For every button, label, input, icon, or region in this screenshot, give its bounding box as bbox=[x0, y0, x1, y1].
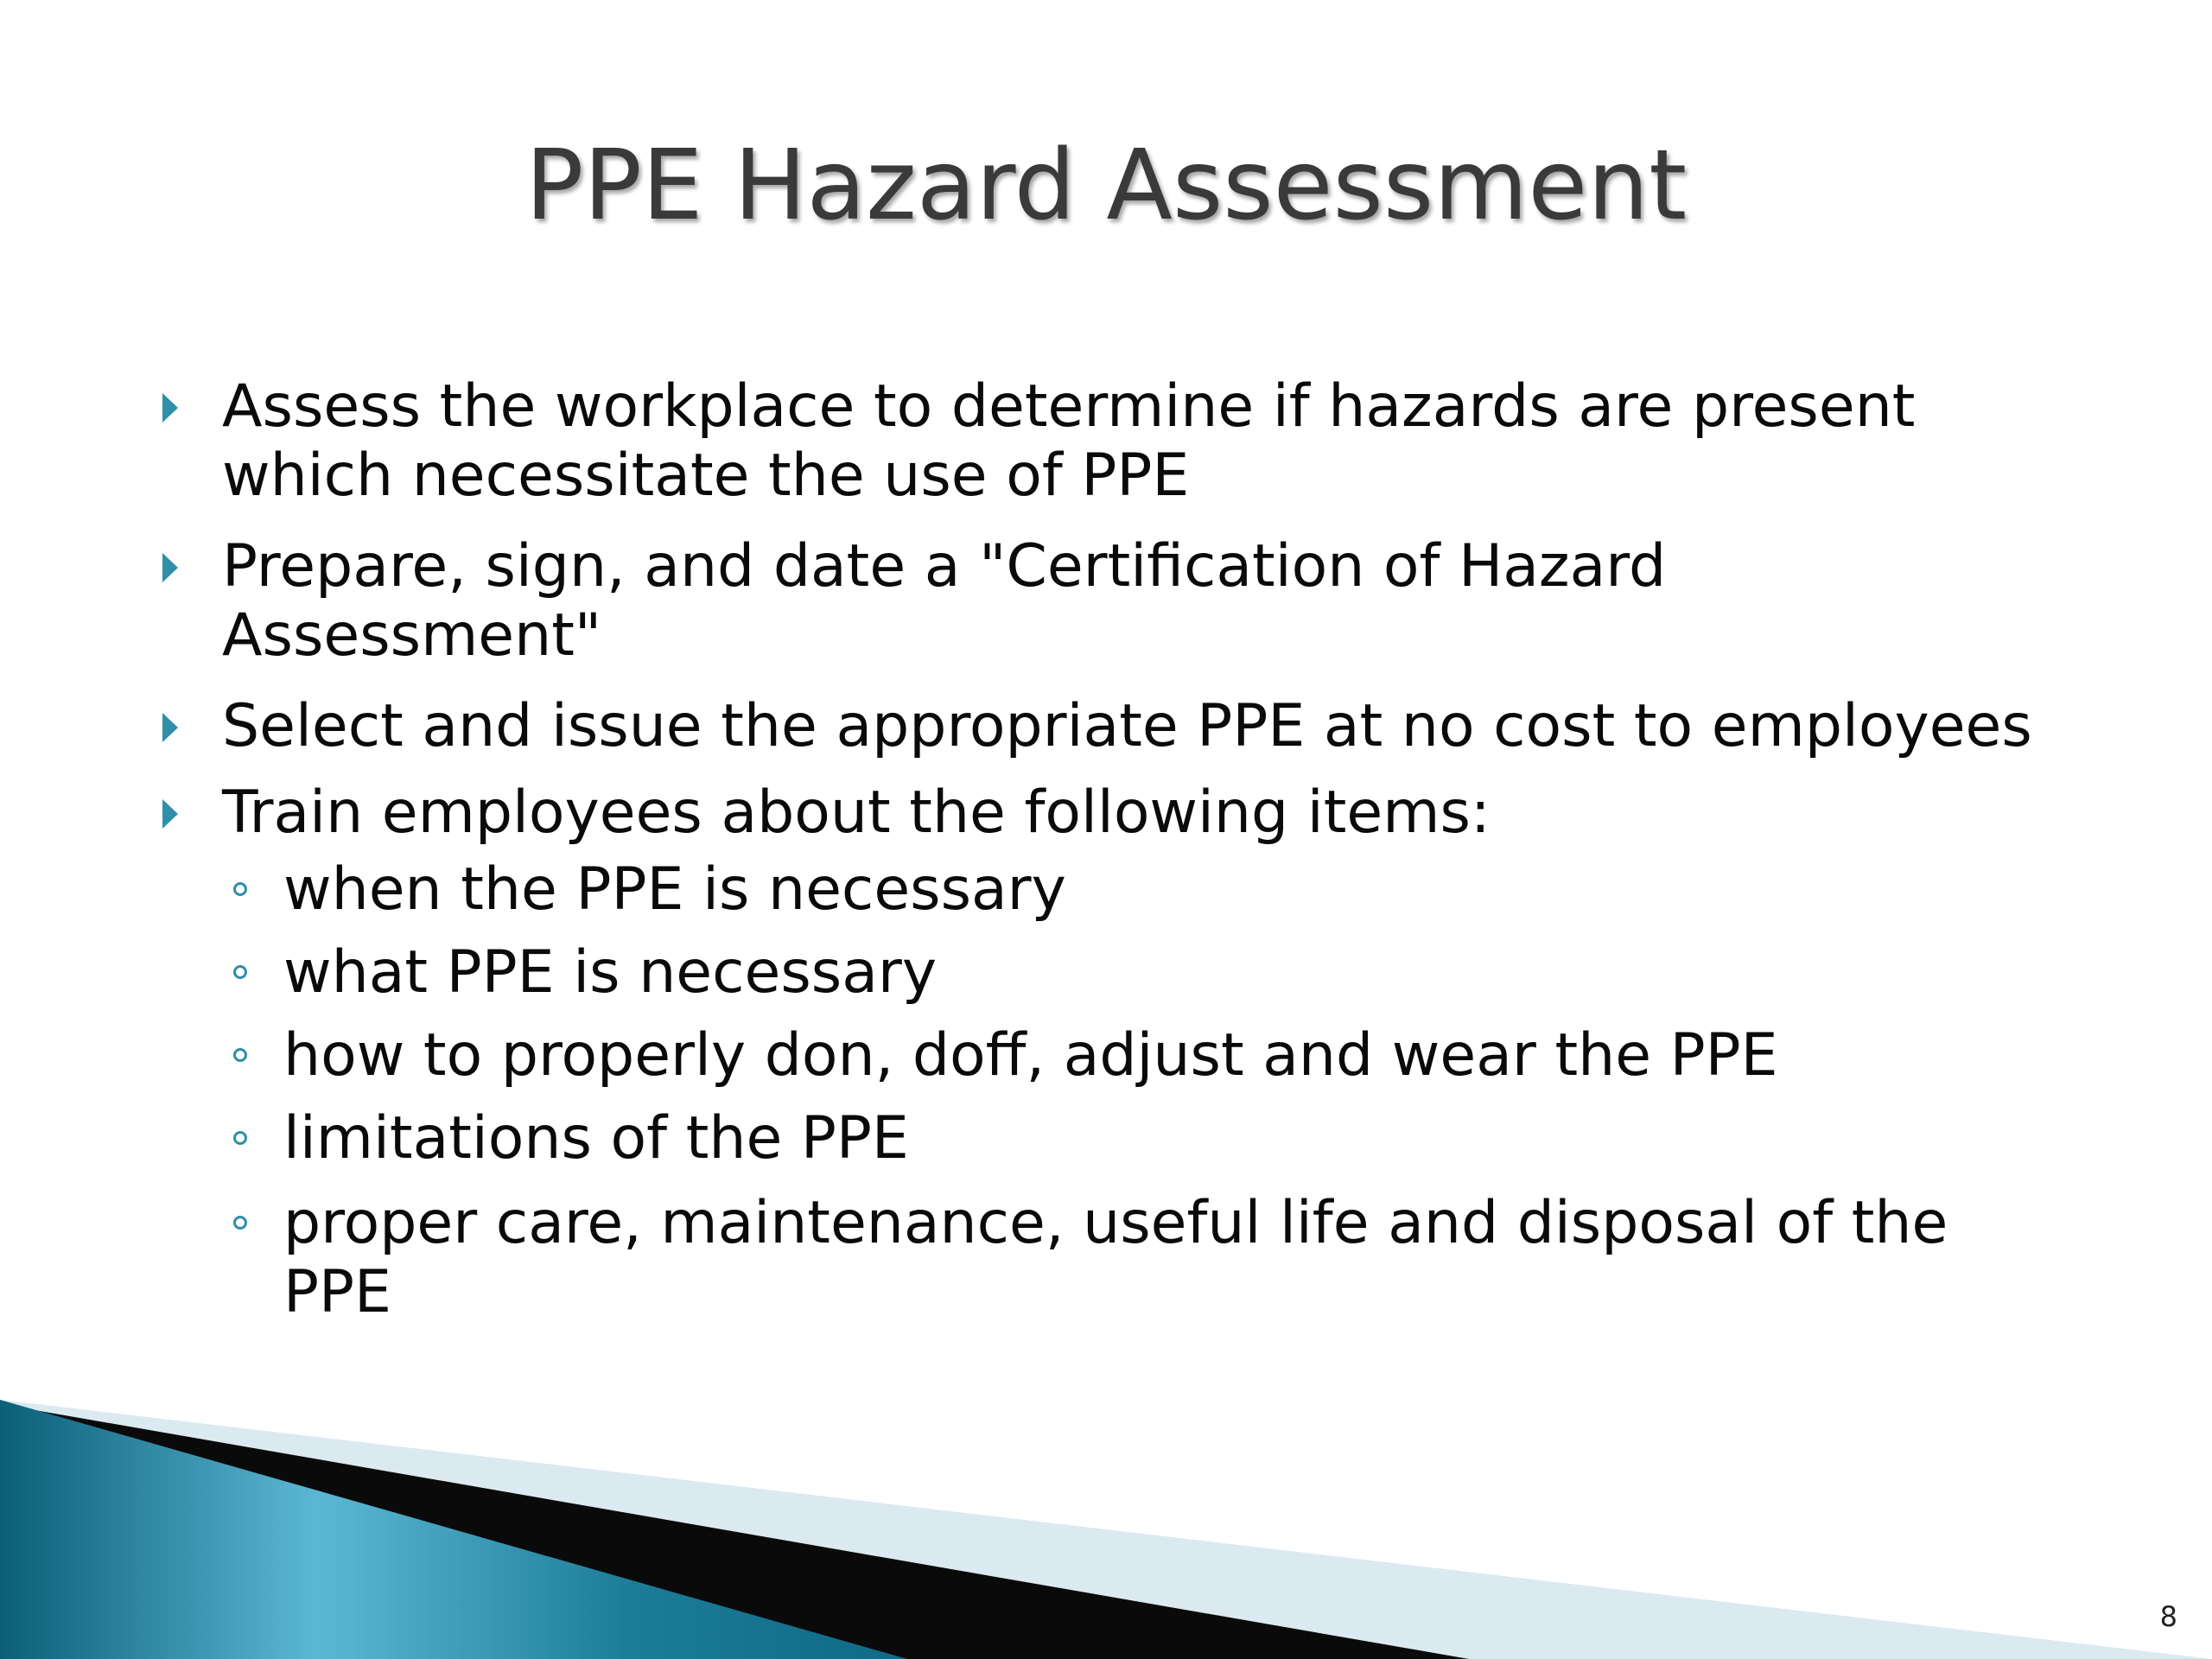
circle-bullet-icon bbox=[233, 1048, 247, 1062]
bullet-text-line: Assess the workplace to determine if hazards are present bbox=[222, 372, 1916, 441]
circle-bullet-icon bbox=[233, 1216, 247, 1230]
bullet-text-line: Select and issue the appropriate PPE at no cost to employees bbox=[222, 692, 2032, 760]
sub-bullet-text-line: PPE bbox=[283, 1258, 391, 1326]
triangle-bullet-icon bbox=[162, 393, 178, 423]
triangle-bullet-icon bbox=[162, 799, 178, 829]
sub-bullet-text-line: how to properly don, doff, adjust and wear the PPE bbox=[283, 1021, 1778, 1090]
slide-title: PPE Hazard Assessment bbox=[524, 130, 1688, 242]
triangle-bullet-icon bbox=[162, 553, 178, 582]
sub-bullet-text-line: proper care, maintenance, useful life and disposal of the bbox=[283, 1189, 1948, 1257]
page-number: 8 bbox=[2159, 1600, 2177, 1633]
sub-bullet-text-line: when the PPE is necessary bbox=[283, 855, 1066, 924]
sub-bullet-text-line: what PPE is necessary bbox=[283, 938, 938, 1007]
bullet-text-line: Prepare, sign, and date a "Certification of Hazard bbox=[222, 532, 1667, 601]
circle-bullet-icon bbox=[233, 882, 247, 896]
bullet-text-line: Assessment" bbox=[222, 601, 602, 670]
triangle-bullet-icon bbox=[162, 713, 178, 742]
bullet-text-line: Train employees about the following items: bbox=[222, 779, 1491, 847]
sub-bullet-text-line: limitations of the PPE bbox=[283, 1104, 909, 1173]
circle-bullet-icon bbox=[233, 965, 247, 979]
bullet-text-line: which necessitate the use of PPE bbox=[222, 442, 1190, 510]
circle-bullet-icon bbox=[233, 1131, 247, 1145]
